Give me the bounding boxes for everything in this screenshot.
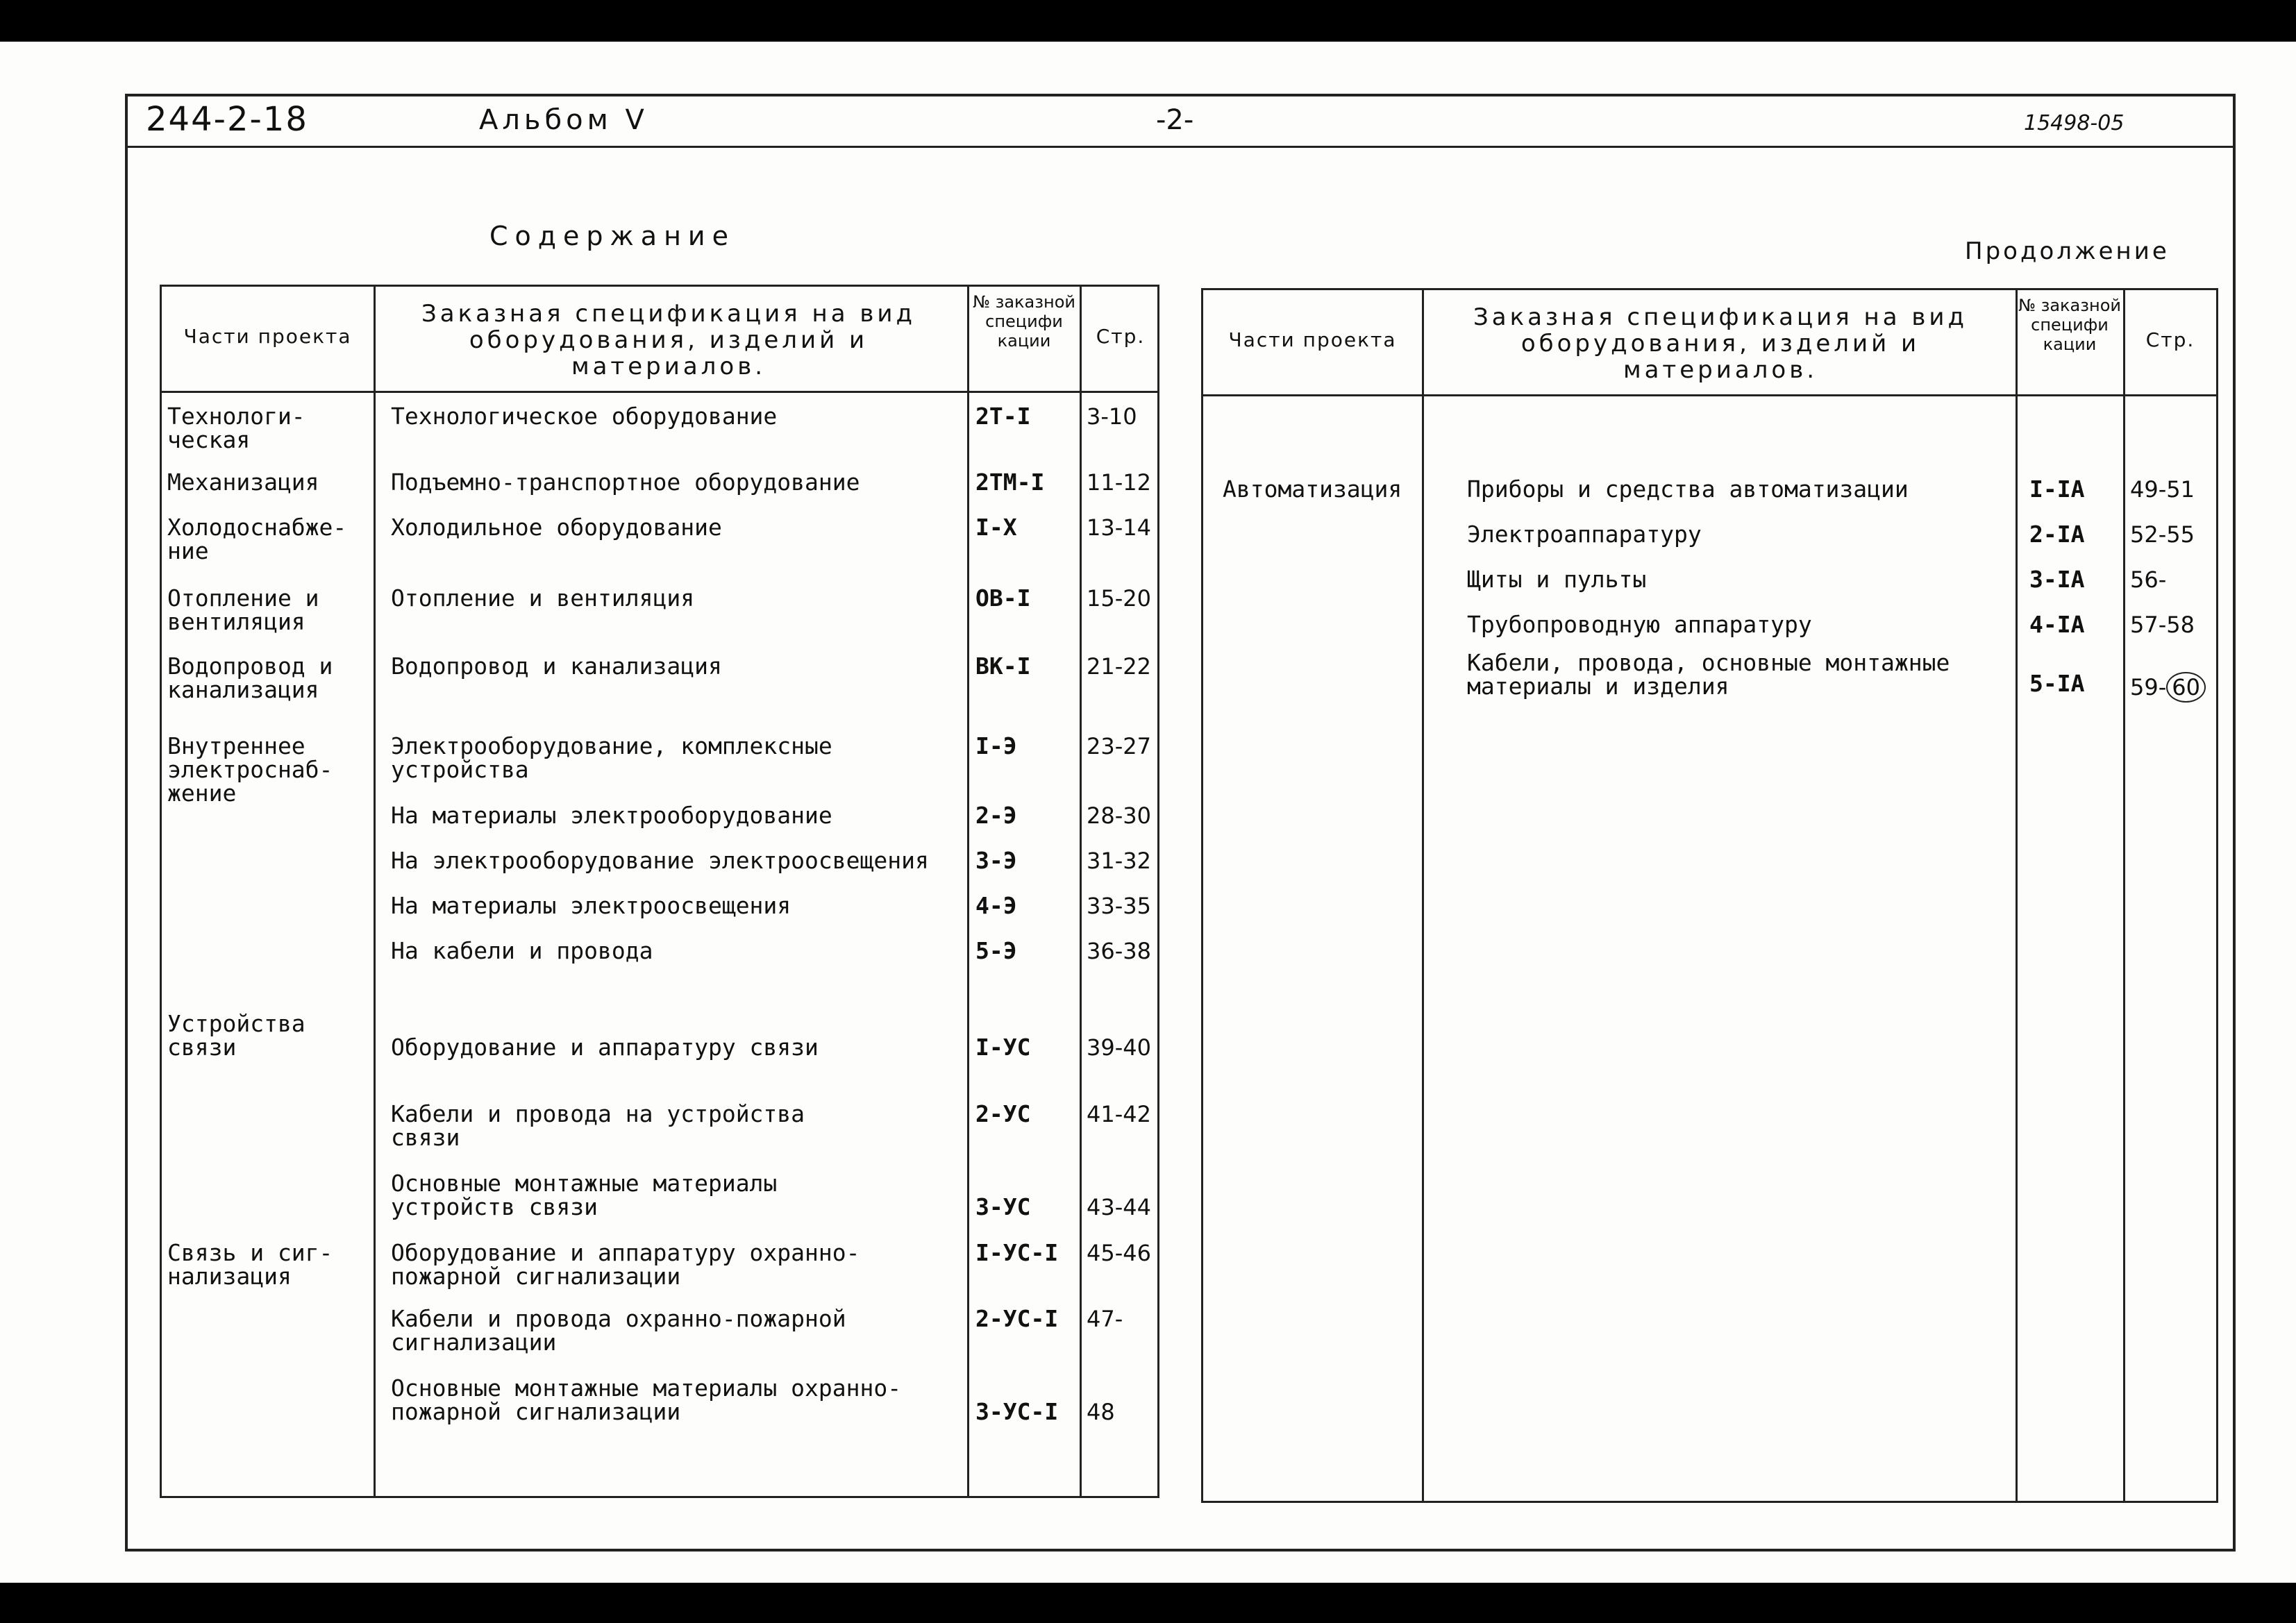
column-divider xyxy=(374,287,376,1496)
table-cell-code: I-УС-I xyxy=(975,1239,1059,1266)
table-cell-code: 5-IА xyxy=(2029,670,2085,697)
table-cell-page: 31-32 xyxy=(1087,848,1151,874)
table-cell-code: 2-Э xyxy=(975,802,1017,829)
table-cell-part: Отопление и вентиляция xyxy=(167,585,319,635)
table-cell-page: 39-40 xyxy=(1087,1034,1151,1061)
table-cell-spec: Технологическое оборудование xyxy=(391,403,778,430)
column-divider xyxy=(1080,287,1082,1496)
table-cell-spec: Отопление и вентиляция xyxy=(391,585,695,612)
table-cell-code: I-IА xyxy=(2029,476,2085,503)
table-cell-code: ОВ-I xyxy=(975,585,1031,612)
table-cell-code: I-УС xyxy=(975,1034,1031,1061)
table-cell-page: 13-14 xyxy=(1087,514,1151,541)
table-cell-part: Холодоснабже- ние xyxy=(167,514,347,564)
table-cell-spec: Оборудование и аппаратуру охранно- пожарной сигнализации xyxy=(391,1239,860,1290)
table-cell-spec: Кабели и провода на устройства связи xyxy=(391,1100,805,1151)
table-cell-part: Связь и сиг- нализация xyxy=(167,1239,333,1290)
table-cell-spec: Кабели, провода, основные монтажные материалы и изделия xyxy=(1467,649,1950,700)
table-cell-part: Устройства связи xyxy=(167,1010,305,1061)
column-header-number: № заказной специфи кации xyxy=(973,292,1075,351)
table-cell-code: 2-УС-I xyxy=(975,1305,1059,1332)
table-cell-page: 57-58 xyxy=(2130,612,2195,638)
table-cell-code: I-Э xyxy=(975,732,1017,759)
header-row-divider xyxy=(162,391,1157,393)
table-cell-spec: Водопровод и канализация xyxy=(391,653,722,680)
table-cell-spec: Основные монтажные материалы охранно- пожарной сигнализации xyxy=(391,1374,902,1425)
column-divider xyxy=(2123,290,2125,1501)
table-cell-spec: На кабели и провода xyxy=(391,937,653,964)
table-cell-spec: Холодильное оборудование xyxy=(391,514,722,541)
table-cell-spec: Электрооборудование, комплексные устройства xyxy=(391,732,832,783)
table-cell-page: 47- xyxy=(1087,1306,1123,1332)
table-cell-page: 52-55 xyxy=(2130,521,2195,548)
table-cell-page: 45-46 xyxy=(1087,1240,1151,1266)
continuation-title: Продолжение xyxy=(1965,237,2170,265)
table-cell-page: 48 xyxy=(1087,1399,1115,1425)
table-cell-part: Автоматизация xyxy=(1223,476,1402,503)
table-cell-code: 4-Э xyxy=(975,892,1017,919)
table-cell-spec: На электрооборудование электроосвещения xyxy=(391,847,929,874)
document-code: 244-2-18 xyxy=(146,100,308,139)
table-cell-spec: Кабели и провода охранно-пожарной сигнализации xyxy=(391,1305,846,1356)
column-header-spec: Заказная спецификация на вид оборудования, изделий и материалов. xyxy=(1473,303,1968,384)
column-divider xyxy=(2016,290,2018,1501)
column-header-part: Части проекта xyxy=(183,325,352,348)
header-divider xyxy=(125,146,2236,148)
table-cell-spec: Оборудование и аппаратуру связи xyxy=(391,1034,819,1061)
table-cell-code: 3-УС xyxy=(975,1193,1031,1220)
table-cell-page: 41-42 xyxy=(1087,1101,1151,1127)
table-cell-code: 4-IА xyxy=(2029,611,2085,638)
table-cell-page: 33-35 xyxy=(1087,893,1151,919)
table-cell-code: 2-УС xyxy=(975,1100,1031,1127)
column-header-page: Стр. xyxy=(1096,325,1146,348)
table-cell-page: 59- 60 xyxy=(2130,672,2217,703)
contents-title: Содержание xyxy=(489,221,735,251)
column-divider xyxy=(967,287,969,1496)
column-header-spec: Заказная спецификация на вид оборудования, изделий и материалов. xyxy=(421,300,916,380)
table-cell-page: 28-30 xyxy=(1087,802,1151,829)
table-cell-code: 3-УС-I xyxy=(975,1398,1059,1425)
table-cell-spec: На материалы электроосвещения xyxy=(391,892,791,919)
table-cell-code: 2ТМ-I xyxy=(975,469,1045,496)
table-cell-spec: Основные монтажные материалы устройств связи xyxy=(391,1170,778,1220)
column-header-part: Части проекта xyxy=(1228,328,1397,351)
contents-table-right xyxy=(1201,288,2218,1503)
table-cell-part: Технологи- ческая xyxy=(167,403,305,453)
column-header-page: Стр. xyxy=(2145,328,2195,351)
table-cell-spec: Трубопроводную аппаратуру xyxy=(1467,611,1812,638)
table-cell-spec: Электроаппаратуру xyxy=(1467,521,1702,548)
table-cell-code: ВК-I xyxy=(975,653,1031,680)
table-cell-code: 3-IА xyxy=(2029,566,2085,593)
table-cell-page: 23-27 xyxy=(1087,733,1151,759)
table-cell-page: 11-12 xyxy=(1087,469,1151,496)
table-cell-part: Водопровод и канализация xyxy=(167,653,333,703)
table-cell-code: 2Т-I xyxy=(975,403,1031,430)
table-cell-spec: На материалы электрооборудование xyxy=(391,802,832,829)
table-cell-code: I-Х xyxy=(975,514,1017,541)
contents-table-left xyxy=(160,285,1159,1498)
page-number: -2- xyxy=(1156,104,1194,136)
table-cell-spec: Щиты и пульты xyxy=(1467,566,1647,593)
table-cell-page: 43-44 xyxy=(1087,1194,1151,1220)
table-cell-code: 5-Э xyxy=(975,937,1017,964)
table-cell-page: 15-20 xyxy=(1087,585,1151,612)
column-header-number: № заказной специфи кации xyxy=(2018,296,2121,354)
table-cell-page: 49-51 xyxy=(2130,476,2195,503)
inventory-number: 15498-05 xyxy=(2024,111,2125,135)
column-divider xyxy=(1422,290,1424,1501)
table-cell-code: 2-IА xyxy=(2029,521,2085,548)
table-cell-page: 36-38 xyxy=(1087,938,1151,964)
table-cell-page: 56- xyxy=(2130,566,2167,593)
table-cell-spec: Приборы и средства автоматизации xyxy=(1467,476,1909,503)
table-cell-spec: Подъемно-транспортное оборудование xyxy=(391,469,860,496)
table-cell-code: 3-Э xyxy=(975,847,1017,874)
document-sheet xyxy=(0,42,2296,1583)
album-label: Альбом V xyxy=(479,104,648,136)
header-row-divider xyxy=(1203,394,2216,396)
table-cell-part: Внутреннее электроснаб- жение xyxy=(167,732,333,807)
circled-page-number: 60 xyxy=(2166,672,2206,703)
table-cell-page: 3-10 xyxy=(1087,403,1137,430)
table-cell-part: Механизация xyxy=(167,469,319,496)
table-cell-page: 21-22 xyxy=(1087,653,1151,680)
